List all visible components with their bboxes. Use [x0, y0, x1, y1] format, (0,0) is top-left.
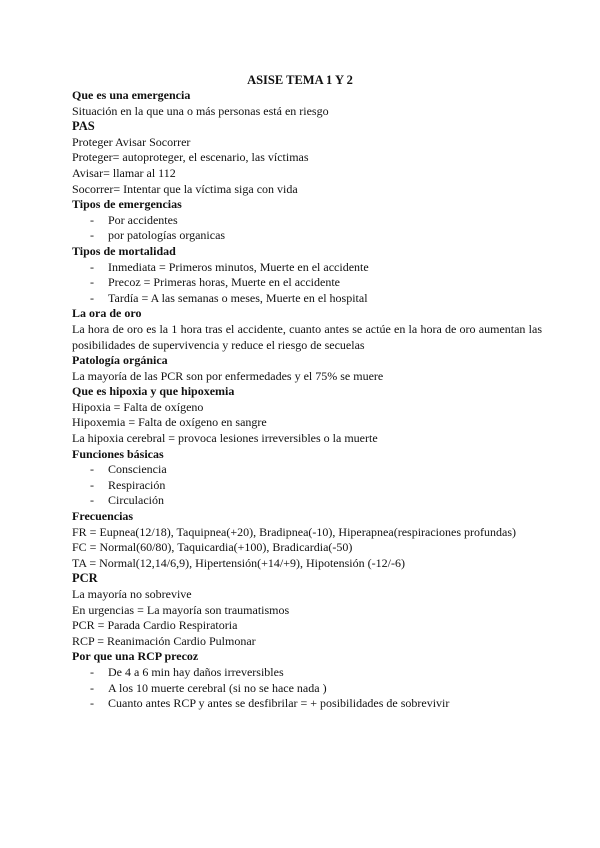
- list-item-text: Precoz = Primeras horas, Muerte en el accidente: [108, 275, 341, 290]
- text-line: PCR = Parada Cardio Respiratoria: [72, 618, 238, 633]
- list-item: [72, 213, 542, 229]
- list-item: [72, 665, 542, 681]
- heading-pcr: PCR: [72, 571, 98, 586]
- list-item: [72, 681, 542, 697]
- text-line: Proteger Avisar Socorrer: [72, 134, 191, 149]
- list-item: [72, 291, 542, 307]
- list-item: [72, 478, 542, 494]
- list-item-text: Inmediata = Primeros minutos, Muerte en el accidente: [108, 259, 369, 274]
- list-item-text: Por accidentes: [108, 212, 178, 227]
- bullet-dash: -: [90, 680, 94, 695]
- text-line: La mayoría no sobrevive: [72, 587, 192, 601]
- bullet-dash: -: [90, 275, 94, 290]
- text-line: La mayoría de las PCR son por enfermedades y el 75% se muere: [72, 368, 384, 383]
- list-item-text: Cuanto antes RCP y antes se desfibrilar = + posibilidades de sobrevivir: [108, 696, 450, 711]
- text-line: Avisar= llamar al 112: [72, 165, 176, 180]
- list-item: [72, 696, 542, 712]
- text-line: Situación en la que una o más personas está en riesgo: [72, 103, 329, 118]
- heading-pas: PAS: [72, 119, 95, 134]
- text-line: FR = Eupnea(12/18), Taquipnea(+20), Bradipnea(-10), Hiperapnea(respiraciones profundas): [72, 524, 516, 539]
- bullet-dash: -: [90, 212, 94, 227]
- list-item-text: A los 10 muerte cerebral (si no se hace nada ): [108, 680, 327, 695]
- bullet-dash: -: [90, 664, 94, 679]
- heading-patologia: Patología orgánica: [72, 353, 168, 368]
- heading-tipos-mortalidad: Tipos de mortalidad: [72, 243, 176, 258]
- heading-emergencia: Que es una emergencia: [72, 88, 191, 102]
- list-item-text: Circulación: [108, 493, 164, 508]
- list-item: [72, 493, 542, 509]
- text-line: Hipoxemia = Falta de oxígeno en sangre: [72, 415, 267, 430]
- document-body: [72, 88, 542, 712]
- list-item: [72, 275, 542, 291]
- text-line: La hipoxia cerebral = provoca lesiones irreversibles o la muerte: [72, 431, 378, 446]
- bullet-dash: -: [90, 462, 94, 477]
- heading-hora-oro: La ora de oro: [72, 306, 142, 321]
- heading-hipoxia: Que es hipoxia y que hipoxemia: [72, 384, 235, 399]
- heading-frecuencias: Frecuencias: [72, 509, 134, 524]
- list-item-text: por patologías organicas: [108, 228, 226, 243]
- text-line: Socorrer= Intentar que la víctima siga con vida: [72, 181, 298, 196]
- text-line: En urgencias = La mayoría son traumatismos: [72, 602, 290, 617]
- heading-tipos-emergencias: Tipos de emergencias: [72, 197, 182, 212]
- list-item-text: Consciencia: [108, 462, 167, 477]
- heading-rcp-precoz: Por que una RCP precoz: [72, 649, 199, 664]
- list-item-text: Respiración: [108, 477, 166, 492]
- bullet-dash: -: [90, 696, 94, 711]
- text-line: FC = Normal(60/80), Taquicardia(+100), Bradicardia(-50): [72, 540, 353, 555]
- document-title: ASISE TEMA 1 Y 2: [247, 73, 353, 87]
- text-line: Hipoxia = Falta de oxígeno: [72, 399, 204, 414]
- text-line: TA = Normal(12,14/6,9), Hipertensión(+14/+9), Hipotensión (-12/-6): [72, 555, 405, 570]
- bullet-dash: -: [90, 228, 94, 243]
- heading-funciones: Funciones básicas: [72, 446, 164, 461]
- bullet-dash: -: [90, 493, 94, 508]
- bullet-dash: -: [90, 477, 94, 492]
- list-item: [72, 462, 542, 478]
- text-line: RCP = Reanimación Cardio Pulmonar: [72, 633, 256, 648]
- list-item: [72, 260, 542, 276]
- list-item-text: Tardía = A las semanas o meses, Muerte en el hospital: [108, 290, 368, 305]
- text-line: Proteger= autoproteger, el escenario, las víctimas: [72, 150, 309, 165]
- list-item: [72, 228, 542, 244]
- text-paragraph: La hora de oro es la 1 hora tras el accidente, cuanto antes se actúe en la hora de oro aumentan las posibilidades de supervivencia y reduce el riesgo de secuelas: [72, 321, 542, 352]
- bullet-dash: -: [90, 259, 94, 274]
- list-item-text: De 4 a 6 min hay daños irreversibles: [108, 664, 284, 679]
- bullet-dash: -: [90, 290, 94, 305]
